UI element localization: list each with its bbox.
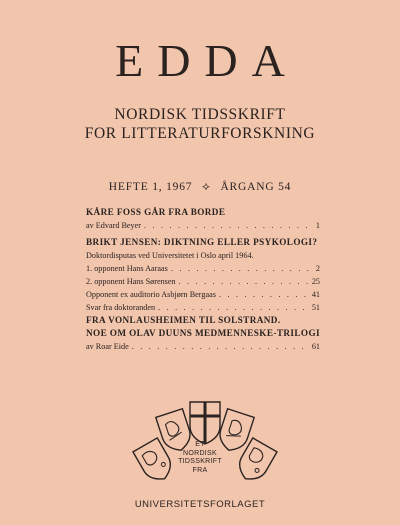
toc-entry — [86, 291, 320, 301]
shield-cross-icon — [190, 402, 220, 444]
toc-section-heading: BRIKT JENSEN: DIKTNING ELLER PSYKOLOGI? — [86, 237, 318, 247]
publisher-name: UNIVERSITETSFORLAGET — [134, 499, 266, 510]
ornament-separator-icon: ⟡ — [202, 179, 211, 193]
toc-entry-text: 2. opponent Hans Sørensen — [86, 278, 176, 287]
toc-leader-dots — [158, 304, 309, 312]
toc-section-heading: KÅRE FOSS GÅR FRA BORDE — [86, 207, 226, 217]
toc-section-heading-line2: NOE OM OLAV DUUNS MEDMENNESKE-TRILOGI — [86, 328, 320, 339]
journal-title: EDDA — [115, 35, 299, 86]
toc-entry-text: 1. opponent Hans Aaraas — [86, 265, 168, 274]
toc-entry-text: Svar fra doktoranden — [86, 304, 156, 313]
journal-subtitle-line1: NORDISK TIDSSKRIFT — [114, 106, 286, 123]
emblem-caption-line1: ET — [195, 441, 205, 448]
toc-leader-dots — [219, 291, 309, 299]
toc-entry-page: 41 — [311, 291, 320, 300]
toc-leader-dots — [179, 278, 309, 286]
issue-info — [0, 180, 400, 194]
toc-entry-page: 1 — [315, 222, 320, 231]
toc-entry-page: 61 — [311, 343, 320, 352]
toc-section-note: Doktordisputas ved Universitetet i Oslo april 1964. — [86, 252, 254, 261]
volume-number: ÅRGANG 54 — [220, 181, 292, 193]
toc-leader-dots — [144, 222, 313, 230]
toc-leader-dots — [171, 265, 313, 273]
toc-entry — [86, 343, 320, 353]
toc-entry — [86, 304, 320, 314]
toc-entry-text: Opponent ex auditorio Asbjørn Bergaas — [86, 291, 216, 300]
emblem-caption-line3: TIDSSKRIFT — [178, 458, 222, 466]
toc-section-3 — [86, 316, 320, 353]
toc-entry-text: av Roar Eide — [86, 343, 129, 352]
toc-section-2 — [86, 238, 320, 314]
toc-entry-page: 51 — [311, 304, 320, 313]
toc-leader-dots — [132, 343, 309, 351]
toc-entry-text: av Edvard Beyer — [86, 222, 142, 231]
journal-subtitle-line2: FOR LITTERATURFORSKNING — [84, 125, 316, 142]
emblem-caption-line4: FRA — [192, 466, 208, 474]
toc-entry — [86, 265, 320, 275]
emblem-caption-line2: NORDISK — [183, 449, 217, 457]
toc-entry-page: 2 — [315, 265, 320, 274]
toc-entry — [86, 278, 320, 288]
toc-entry-page: 25 — [311, 278, 320, 287]
issue-number: HEFTE 1, 1967 — [108, 181, 193, 193]
toc-section-heading: FRA VONLAUSHEIMEN TIL SOLSTRAND. — [86, 315, 281, 325]
emblem-caption — [160, 441, 240, 475]
toc-section-1 — [86, 208, 320, 232]
toc-entry — [86, 222, 320, 232]
